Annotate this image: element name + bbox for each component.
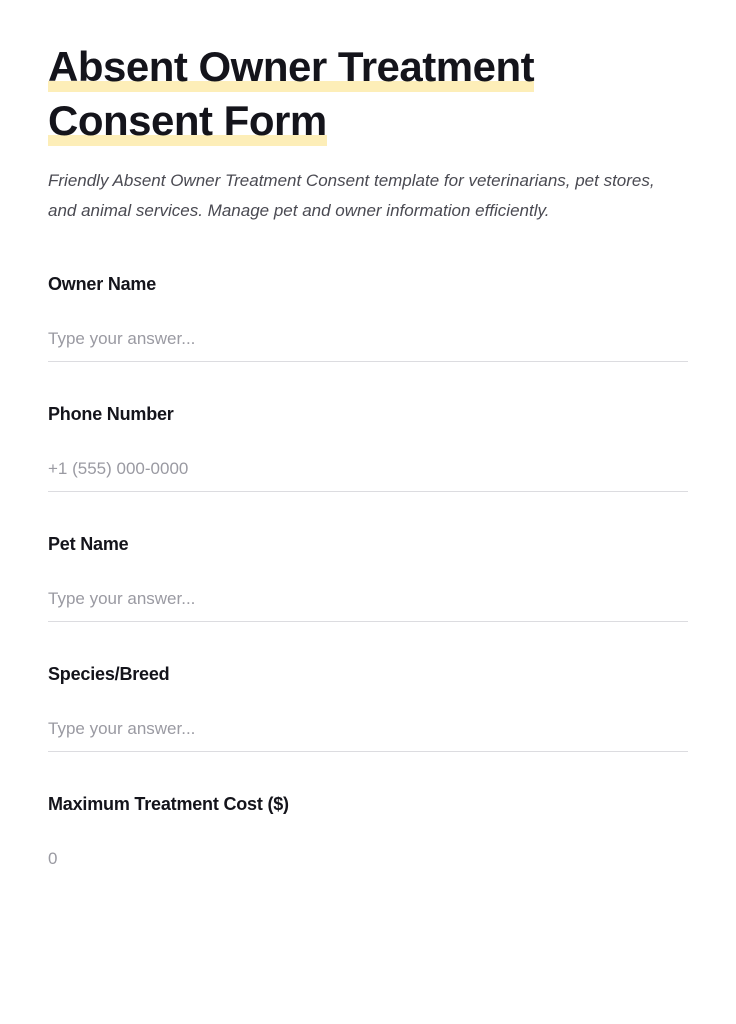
field-label-owner-name: Owner Name	[48, 274, 157, 294]
field-phone-number	[48, 404, 688, 492]
field-label-phone-number: Phone Number	[48, 404, 174, 424]
field-label-maximum-treatment-cost: Maximum Treatment Cost ($)	[48, 794, 289, 814]
field-label-species-breed: Species/Breed	[48, 664, 170, 684]
field-maximum-treatment-cost	[48, 794, 688, 881]
page-title-line-2: Consent Form	[48, 97, 327, 144]
maximum-treatment-cost-input[interactable]	[48, 849, 688, 881]
page-title	[48, 40, 688, 148]
field-species-breed	[48, 664, 688, 752]
page-title-line-1: Absent Owner Treatment	[48, 43, 535, 90]
phone-number-input[interactable]	[48, 459, 688, 492]
field-pet-name	[48, 534, 688, 622]
pet-name-input[interactable]	[48, 589, 688, 622]
field-owner-name	[48, 274, 688, 362]
owner-name-input[interactable]	[48, 329, 688, 362]
form-description: Friendly Absent Owner Treatment Consent template for veterinarians, pet stores, and animal services. Manage pet and owner information efficiently.	[48, 171, 655, 220]
species-breed-input[interactable]	[48, 719, 688, 752]
field-label-pet-name: Pet Name	[48, 534, 129, 554]
